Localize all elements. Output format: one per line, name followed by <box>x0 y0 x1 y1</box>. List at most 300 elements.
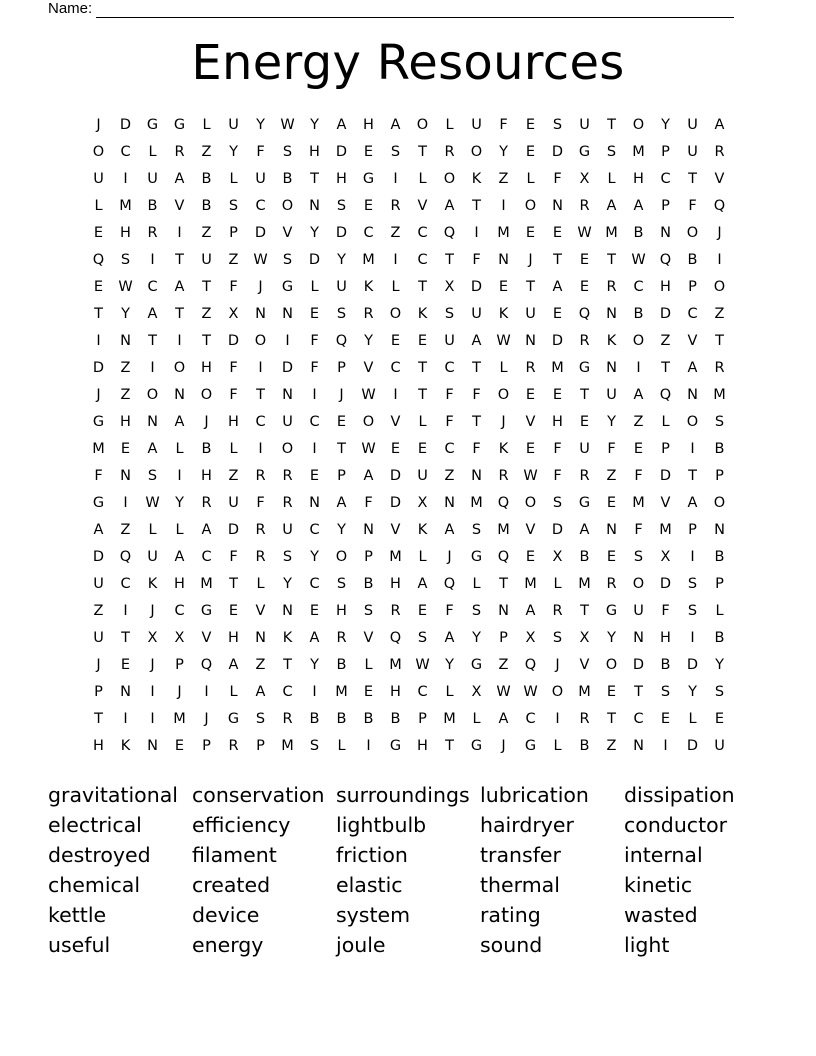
grid-letter[interactable]: N <box>120 467 131 484</box>
grid-letter[interactable]: I <box>393 386 398 403</box>
grid-letter[interactable]: D <box>389 494 402 511</box>
grid-letter[interactable]: A <box>336 494 347 511</box>
grid-letter[interactable]: H <box>174 575 185 592</box>
grid-letter[interactable]: R <box>714 359 725 376</box>
grid-letter[interactable]: R <box>579 467 590 484</box>
grid-letter[interactable]: M <box>713 386 726 403</box>
grid-letter[interactable]: D <box>659 467 672 484</box>
grid-letter[interactable]: A <box>579 521 590 538</box>
grid-letter[interactable]: B <box>336 656 347 673</box>
grid-letter[interactable]: S <box>282 251 293 268</box>
grid-letter[interactable]: R <box>606 575 617 592</box>
grid-letter[interactable]: D <box>632 656 645 673</box>
grid-letter[interactable]: H <box>228 629 239 646</box>
grid-letter[interactable]: L <box>175 521 184 538</box>
grid-letter[interactable]: B <box>633 305 644 322</box>
grid-letter[interactable]: U <box>336 278 347 295</box>
grid-letter[interactable]: Z <box>228 251 239 268</box>
name-underline[interactable] <box>96 3 734 18</box>
grid-letter[interactable]: J <box>177 683 182 700</box>
grid-letter[interactable]: W <box>253 251 268 268</box>
grid-letter[interactable]: N <box>255 629 266 646</box>
grid-letter[interactable]: T <box>688 467 697 484</box>
grid-letter[interactable]: T <box>553 251 562 268</box>
grid-letter[interactable]: O <box>524 494 537 511</box>
grid-letter[interactable]: A <box>228 656 239 673</box>
grid-letter[interactable]: I <box>204 683 209 700</box>
grid-letter[interactable]: S <box>552 116 563 133</box>
grid-letter[interactable]: Q <box>497 548 510 565</box>
grid-letter[interactable]: G <box>200 602 213 619</box>
grid-letter[interactable]: S <box>471 602 482 619</box>
grid-letter[interactable]: B <box>201 197 212 214</box>
grid-letter[interactable]: S <box>390 143 401 160</box>
grid-letter[interactable]: C <box>633 278 644 295</box>
grid-letter[interactable]: P <box>661 143 670 160</box>
grid-letter[interactable]: T <box>202 278 211 295</box>
grid-letter[interactable]: K <box>120 737 131 754</box>
grid-letter[interactable]: M <box>470 494 483 511</box>
grid-letter[interactable]: C <box>147 278 158 295</box>
grid-letter[interactable]: N <box>633 737 644 754</box>
grid-letter[interactable]: S <box>363 602 374 619</box>
grid-letter[interactable]: A <box>390 116 401 133</box>
grid-letter[interactable]: N <box>147 413 158 430</box>
grid-letter[interactable]: H <box>336 602 347 619</box>
grid-letter[interactable]: L <box>256 575 265 592</box>
grid-letter[interactable]: T <box>445 251 454 268</box>
grid-letter[interactable]: F <box>229 386 238 403</box>
grid-letter[interactable]: W <box>415 656 430 673</box>
grid-letter[interactable]: H <box>552 413 563 430</box>
grid-letter[interactable]: K <box>147 575 158 592</box>
grid-letter[interactable]: Q <box>524 656 537 673</box>
grid-letter[interactable]: C <box>309 413 320 430</box>
grid-letter[interactable]: W <box>523 467 538 484</box>
grid-letter[interactable]: H <box>633 170 644 187</box>
grid-letter[interactable]: D <box>335 143 348 160</box>
grid-letter[interactable]: T <box>418 143 427 160</box>
grid-letter[interactable]: X <box>579 629 590 646</box>
grid-letter[interactable]: T <box>94 305 103 322</box>
grid-letter[interactable]: E <box>660 710 671 727</box>
grid-letter[interactable]: R <box>363 305 374 322</box>
grid-letter[interactable]: V <box>174 197 185 214</box>
grid-letter[interactable]: R <box>228 737 239 754</box>
grid-letter[interactable]: J <box>96 116 101 133</box>
grid-letter[interactable]: F <box>364 494 373 511</box>
grid-letter[interactable]: E <box>579 251 590 268</box>
grid-letter[interactable]: F <box>445 413 454 430</box>
grid-letter[interactable]: E <box>552 224 563 241</box>
grid-letter[interactable]: Y <box>607 629 616 646</box>
grid-letter[interactable]: D <box>551 332 564 349</box>
grid-letter[interactable]: U <box>687 143 698 160</box>
grid-letter[interactable]: U <box>228 494 239 511</box>
grid-letter[interactable]: Z <box>201 143 212 160</box>
grid-letter[interactable]: I <box>177 224 182 241</box>
grid-letter[interactable]: L <box>688 710 697 727</box>
grid-letter[interactable]: W <box>280 116 295 133</box>
grid-letter[interactable]: P <box>337 359 346 376</box>
grid-letter[interactable]: R <box>498 467 509 484</box>
grid-letter[interactable]: M <box>578 575 591 592</box>
grid-letter[interactable]: N <box>606 305 617 322</box>
grid-letter[interactable]: T <box>418 386 427 403</box>
grid-letter[interactable]: B <box>309 710 320 727</box>
grid-letter[interactable]: C <box>255 197 266 214</box>
grid-letter[interactable]: D <box>686 737 699 754</box>
grid-letter[interactable]: E <box>390 440 401 457</box>
grid-letter[interactable]: S <box>552 494 563 511</box>
grid-letter[interactable]: C <box>417 683 428 700</box>
grid-letter[interactable]: X <box>147 629 158 646</box>
grid-letter[interactable]: R <box>282 467 293 484</box>
grid-letter[interactable]: B <box>363 710 374 727</box>
grid-letter[interactable]: J <box>204 710 209 727</box>
grid-letter[interactable]: S <box>282 143 293 160</box>
grid-letter[interactable]: I <box>690 440 695 457</box>
grid-letter[interactable]: Z <box>606 737 617 754</box>
grid-letter[interactable]: T <box>175 251 184 268</box>
grid-letter[interactable]: M <box>281 737 294 754</box>
grid-letter[interactable]: M <box>362 251 375 268</box>
grid-letter[interactable]: E <box>336 413 347 430</box>
grid-letter[interactable]: Z <box>228 467 239 484</box>
grid-letter[interactable]: B <box>282 170 293 187</box>
grid-letter[interactable]: G <box>362 170 375 187</box>
grid-letter[interactable]: L <box>391 278 400 295</box>
grid-letter[interactable]: F <box>472 440 481 457</box>
grid-letter[interactable]: A <box>714 116 725 133</box>
grid-letter[interactable]: E <box>363 197 374 214</box>
grid-letter[interactable]: D <box>308 251 321 268</box>
grid-letter[interactable]: D <box>551 143 564 160</box>
grid-letter[interactable]: Y <box>310 224 319 241</box>
grid-letter[interactable]: S <box>120 251 131 268</box>
grid-letter[interactable]: W <box>118 278 133 295</box>
grid-letter[interactable]: C <box>255 413 266 430</box>
grid-letter[interactable]: E <box>309 602 320 619</box>
grid-letter[interactable]: E <box>552 305 563 322</box>
grid-letter[interactable]: L <box>418 548 427 565</box>
grid-letter[interactable]: N <box>147 737 158 754</box>
grid-letter[interactable]: M <box>443 710 456 727</box>
grid-letter[interactable]: T <box>499 575 508 592</box>
grid-letter[interactable]: O <box>686 413 699 430</box>
grid-letter[interactable]: L <box>472 710 481 727</box>
grid-letter[interactable]: G <box>281 278 294 295</box>
grid-letter[interactable]: L <box>229 683 238 700</box>
grid-letter[interactable]: A <box>336 116 347 133</box>
grid-letter[interactable]: I <box>474 224 479 241</box>
grid-letter[interactable]: G <box>173 116 186 133</box>
grid-letter[interactable]: O <box>713 494 726 511</box>
grid-letter[interactable]: I <box>285 332 290 349</box>
grid-letter[interactable]: M <box>389 656 402 673</box>
grid-letter[interactable]: U <box>255 170 266 187</box>
grid-letter[interactable]: T <box>202 332 211 349</box>
grid-letter[interactable]: P <box>202 737 211 754</box>
grid-letter[interactable]: D <box>92 548 105 565</box>
grid-letter[interactable]: H <box>120 224 131 241</box>
grid-letter[interactable]: I <box>150 251 155 268</box>
grid-letter[interactable]: K <box>282 629 293 646</box>
grid-letter[interactable]: E <box>309 305 320 322</box>
grid-letter[interactable]: D <box>92 359 105 376</box>
grid-letter[interactable]: T <box>580 602 589 619</box>
grid-letter[interactable]: I <box>312 440 317 457</box>
grid-letter[interactable]: W <box>145 494 160 511</box>
grid-letter[interactable]: U <box>444 332 455 349</box>
grid-letter[interactable]: G <box>92 413 105 430</box>
grid-letter[interactable]: Y <box>175 494 184 511</box>
grid-letter[interactable]: L <box>526 170 535 187</box>
grid-letter[interactable]: B <box>714 440 725 457</box>
grid-letter[interactable]: A <box>93 521 104 538</box>
grid-letter[interactable]: Z <box>120 521 131 538</box>
grid-letter[interactable]: I <box>393 251 398 268</box>
grid-letter[interactable]: L <box>148 521 157 538</box>
grid-letter[interactable]: Y <box>607 413 616 430</box>
grid-letter[interactable]: E <box>552 386 563 403</box>
grid-letter[interactable]: M <box>389 548 402 565</box>
grid-letter[interactable]: N <box>255 305 266 322</box>
grid-letter[interactable]: A <box>147 440 158 457</box>
grid-letter[interactable]: D <box>470 278 483 295</box>
grid-letter[interactable]: E <box>417 440 428 457</box>
grid-letter[interactable]: L <box>607 170 616 187</box>
grid-letter[interactable]: F <box>499 116 508 133</box>
grid-letter[interactable]: H <box>660 278 671 295</box>
grid-letter[interactable]: P <box>661 197 670 214</box>
grid-letter[interactable]: K <box>498 440 509 457</box>
grid-letter[interactable]: H <box>390 575 401 592</box>
grid-letter[interactable]: G <box>227 710 240 727</box>
grid-letter[interactable]: I <box>258 440 263 457</box>
grid-letter[interactable]: D <box>335 224 348 241</box>
grid-letter[interactable]: A <box>201 521 212 538</box>
grid-letter[interactable]: B <box>201 170 212 187</box>
grid-letter[interactable]: Q <box>659 251 672 268</box>
grid-letter[interactable]: H <box>417 737 428 754</box>
grid-letter[interactable]: M <box>659 521 672 538</box>
grid-letter[interactable]: A <box>552 278 563 295</box>
grid-letter[interactable]: S <box>633 548 644 565</box>
grid-letter[interactable]: X <box>471 683 482 700</box>
grid-letter[interactable]: F <box>607 440 616 457</box>
grid-letter[interactable]: I <box>150 683 155 700</box>
grid-letter[interactable]: K <box>471 170 482 187</box>
grid-letter[interactable]: B <box>201 440 212 457</box>
grid-letter[interactable]: N <box>309 197 320 214</box>
grid-letter[interactable]: C <box>201 548 212 565</box>
grid-letter[interactable]: H <box>120 413 131 430</box>
grid-letter[interactable]: P <box>715 467 724 484</box>
grid-letter[interactable]: J <box>96 656 101 673</box>
grid-letter[interactable]: N <box>363 521 374 538</box>
grid-letter[interactable]: R <box>255 467 266 484</box>
grid-letter[interactable]: J <box>717 224 722 241</box>
grid-letter[interactable]: Y <box>121 305 130 322</box>
grid-letter[interactable]: T <box>283 656 292 673</box>
grid-letter[interactable]: Y <box>472 629 481 646</box>
grid-letter[interactable]: I <box>366 737 371 754</box>
grid-letter[interactable]: U <box>93 170 104 187</box>
grid-letter[interactable]: A <box>174 170 185 187</box>
grid-letter[interactable]: S <box>471 521 482 538</box>
grid-letter[interactable]: X <box>552 548 563 565</box>
grid-letter[interactable]: T <box>526 278 535 295</box>
grid-letter[interactable]: R <box>336 629 347 646</box>
grid-letter[interactable]: I <box>123 170 128 187</box>
grid-letter[interactable]: F <box>661 602 670 619</box>
grid-letter[interactable]: O <box>443 170 456 187</box>
grid-letter[interactable]: T <box>418 359 427 376</box>
grid-letter[interactable]: H <box>93 737 104 754</box>
grid-letter[interactable]: U <box>282 521 293 538</box>
grid-letter[interactable]: B <box>633 224 644 241</box>
grid-letter[interactable]: C <box>444 359 455 376</box>
grid-letter[interactable]: C <box>444 440 455 457</box>
grid-letter[interactable]: O <box>92 143 105 160</box>
grid-letter[interactable]: Q <box>713 197 726 214</box>
grid-letter[interactable]: G <box>92 494 105 511</box>
grid-letter[interactable]: J <box>96 386 101 403</box>
grid-letter[interactable]: S <box>444 305 455 322</box>
grid-letter[interactable]: I <box>312 683 317 700</box>
grid-letter[interactable]: C <box>174 602 185 619</box>
grid-letter[interactable]: F <box>553 467 562 484</box>
grid-letter[interactable]: C <box>282 683 293 700</box>
grid-letter[interactable]: O <box>146 386 159 403</box>
grid-letter[interactable]: Y <box>229 143 238 160</box>
grid-letter[interactable]: T <box>688 170 697 187</box>
grid-letter[interactable]: V <box>525 413 536 430</box>
grid-letter[interactable]: L <box>445 116 454 133</box>
grid-letter[interactable]: L <box>202 116 211 133</box>
grid-letter[interactable]: P <box>364 548 373 565</box>
grid-letter[interactable]: D <box>119 116 132 133</box>
grid-letter[interactable]: K <box>417 305 428 322</box>
grid-letter[interactable]: V <box>390 521 401 538</box>
grid-letter[interactable]: U <box>417 467 428 484</box>
grid-letter[interactable]: Z <box>714 305 725 322</box>
grid-letter[interactable]: N <box>633 629 644 646</box>
grid-letter[interactable]: O <box>281 440 294 457</box>
grid-letter[interactable]: C <box>309 521 320 538</box>
grid-letter[interactable]: C <box>417 251 428 268</box>
grid-letter[interactable]: I <box>177 332 182 349</box>
grid-letter[interactable]: A <box>498 710 509 727</box>
grid-letter[interactable]: V <box>390 413 401 430</box>
grid-letter[interactable]: B <box>579 548 590 565</box>
grid-letter[interactable]: C <box>120 143 131 160</box>
grid-letter[interactable]: Z <box>606 467 617 484</box>
grid-letter[interactable]: P <box>661 440 670 457</box>
grid-letter[interactable]: U <box>93 575 104 592</box>
grid-letter[interactable]: F <box>472 251 481 268</box>
grid-letter[interactable]: L <box>229 170 238 187</box>
grid-letter[interactable]: A <box>174 413 185 430</box>
grid-letter[interactable]: F <box>634 467 643 484</box>
grid-letter[interactable]: I <box>96 332 101 349</box>
grid-letter[interactable]: B <box>714 548 725 565</box>
grid-letter[interactable]: D <box>551 521 564 538</box>
grid-letter[interactable]: M <box>605 224 618 241</box>
grid-letter[interactable]: E <box>633 440 644 457</box>
grid-letter[interactable]: W <box>523 683 538 700</box>
grid-letter[interactable]: S <box>660 683 671 700</box>
grid-letter[interactable]: Y <box>310 116 319 133</box>
grid-letter[interactable]: S <box>147 467 158 484</box>
grid-letter[interactable]: Q <box>200 656 213 673</box>
grid-letter[interactable]: S <box>309 737 320 754</box>
grid-letter[interactable]: H <box>201 467 212 484</box>
grid-letter[interactable]: E <box>714 710 725 727</box>
grid-letter[interactable]: T <box>715 332 724 349</box>
grid-letter[interactable]: S <box>606 143 617 160</box>
grid-letter[interactable]: F <box>445 602 454 619</box>
grid-letter[interactable]: H <box>228 413 239 430</box>
grid-letter[interactable]: V <box>525 521 536 538</box>
grid-letter[interactable]: Z <box>390 224 401 241</box>
grid-letter[interactable]: X <box>417 494 428 511</box>
grid-letter[interactable]: G <box>578 143 591 160</box>
grid-letter[interactable]: I <box>123 494 128 511</box>
grid-letter[interactable]: T <box>472 413 481 430</box>
grid-letter[interactable]: T <box>580 386 589 403</box>
grid-letter[interactable]: X <box>660 548 671 565</box>
grid-letter[interactable]: H <box>309 143 320 160</box>
grid-letter[interactable]: Q <box>443 224 456 241</box>
grid-letter[interactable]: K <box>606 332 617 349</box>
grid-letter[interactable]: F <box>256 143 265 160</box>
grid-letter[interactable]: A <box>633 386 644 403</box>
grid-letter[interactable]: O <box>713 278 726 295</box>
grid-letter[interactable]: T <box>256 386 265 403</box>
grid-letter[interactable]: A <box>444 629 455 646</box>
grid-letter[interactable]: K <box>417 521 428 538</box>
grid-letter[interactable]: R <box>390 197 401 214</box>
grid-letter[interactable]: T <box>445 737 454 754</box>
grid-letter[interactable]: S <box>714 683 725 700</box>
grid-letter[interactable]: P <box>715 575 724 592</box>
grid-letter[interactable]: U <box>228 116 239 133</box>
grid-letter[interactable]: S <box>687 602 698 619</box>
grid-letter[interactable]: G <box>389 737 402 754</box>
grid-letter[interactable]: E <box>606 494 617 511</box>
grid-letter[interactable]: S <box>336 575 347 592</box>
grid-letter[interactable]: E <box>120 440 131 457</box>
grid-letter[interactable]: T <box>607 710 616 727</box>
grid-letter[interactable]: E <box>228 602 239 619</box>
grid-letter[interactable]: R <box>282 710 293 727</box>
grid-letter[interactable]: G <box>578 359 591 376</box>
grid-letter[interactable]: A <box>444 197 455 214</box>
grid-letter[interactable]: N <box>282 602 293 619</box>
grid-letter[interactable]: U <box>579 440 590 457</box>
grid-letter[interactable]: U <box>633 602 644 619</box>
grid-letter[interactable]: G <box>578 494 591 511</box>
grid-letter[interactable]: G <box>470 548 483 565</box>
grid-letter[interactable]: G <box>524 737 537 754</box>
grid-letter[interactable]: V <box>687 332 698 349</box>
grid-letter[interactable]: T <box>472 197 481 214</box>
grid-letter[interactable]: O <box>632 575 645 592</box>
grid-letter[interactable]: Z <box>120 359 131 376</box>
grid-letter[interactable]: Y <box>337 521 346 538</box>
